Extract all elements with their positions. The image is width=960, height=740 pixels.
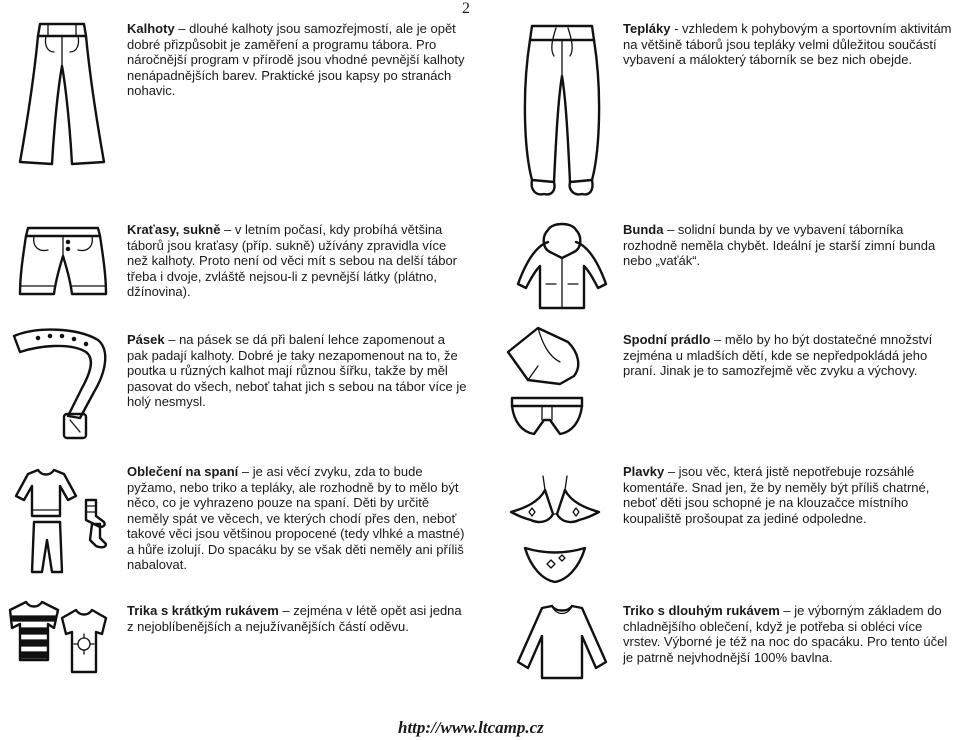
section-trika-kratka: Trika s krátkým rukávem – zejména v létě opět asi jedna z nejoblíbenějších a nejužívanějších částí oděvu. (127, 603, 462, 634)
section-pasek: Pásek – na pásek se dá při balení lehce zapomenout a pak padají kalhoty. Dobré je taky nezapomenout na to, že poutka u různých kalhot mají různou šířku, takže by měl pasovat do všech, neboť tahat jich s sebou na tábor více je holý nesmysl. (127, 332, 467, 409)
section-plavky: Plavky – jsou věc, která jistě nepotřebuje rozsáhlé komentáře. Snad jen, že by neměly být příliš chatrné, neboť děti jsou schopné je na klouzačce místního koupaliště prošoupat za jediné odpoledne. (623, 464, 930, 526)
underwear-icon (498, 322, 608, 442)
section-pasek-title: Pásek (127, 332, 165, 347)
section-kratasy-body: v letním počasí, kdy probíhá většina táborů jsou kraťasy (příp. sukně) užívány zpravidla více než kalhoty. Proto není od věci mít s sebou na delší tábor třeba i dvoje, zvláště nejsou-li z pevnější látky (plátno, džínovina). (127, 222, 458, 299)
long-sleeve-shirt-icon (512, 602, 612, 682)
footer-url[interactable]: http://www.ltcamp.cz (398, 718, 544, 737)
section-plavky-title: Plavky (623, 464, 665, 479)
bikini-icon (505, 468, 605, 588)
section-kalhoty: Kalhoty – dlouhé kalhoty jsou samozřejmostí, ale je opět dobré přizpůsobit je zaměření a programu tábora. Pro náročnější program v přírodě jsou vhodné pevnější kalhoty nenápadnějších barev. Praktické jsou kapsy po stranách nohavic. (127, 21, 465, 98)
section-kalhoty-title: Kalhoty (127, 21, 175, 36)
section-teplaky: Tepláky - vzhledem k pohybovým a sportovním aktivitám na většině táborů jsou tepláky velmi důležitou součástí vybavení a málokterý táborník se bez nich obejde. (623, 21, 952, 67)
section-spani-title: Oblečení na spaní (127, 464, 239, 479)
sweatpants-icon (512, 20, 612, 200)
section-triko-dlouhe: Triko s dlouhým rukávem – je výborným základem do chladnějšího oblečení, když je potřeba si obléci více vrstev. Výborné je též na noc do spacáku. Pro tento účel je patrně nejvhodnější 100% bavlna. (623, 603, 948, 665)
pajamas-icon (10, 468, 110, 578)
section-bunda: Bunda – solidní bunda by ve vybavení táborníka rozhodně neměla chybět. Ideální je starší zimní bunda nebo „vaťák“. (623, 222, 936, 268)
section-spodni: Spodní prádlo – mělo by ho být dostatečné množství zejména u mladších dětí, kde se nepředpokládá jeho praní. Jinak je to samozřejmě věc zvyku a výchovy. (623, 332, 933, 378)
section-bunda-title: Bunda (623, 222, 664, 237)
section-trika-kratka-body: zejména v létě opět asi jedna z nejoblíbenějších a nejužívanějších částí oděvu. (127, 603, 462, 634)
section-teplaky-body: vzhledem k pohybovým a sportovním aktivitám na většině táborů jsou tepláky velmi důležitou součástí vybavení a málokterý táborník se bez nich obejde. (623, 21, 952, 67)
section-spodni-title: Spodní prádlo (623, 332, 711, 347)
shorts-icon (18, 222, 108, 302)
hoodie-icon (512, 222, 612, 312)
section-plavky-body: jsou věc, která jistě nepotřebuje rozsáhlé komentáře. Snad jen, že by neměly být příliš chatrné, neboť děti jsou schopné je na klouzačce místního koupaliště prošoupat za jediné odpoledne. (623, 464, 930, 526)
section-triko-dlouhe-body: je výborným základem do chladnějšího oblečení, když je potřeba si obléci více vrstev. Výborné je též na noc do spacáku. Pro tento účel je patrně nejvhodnější 100% bavlna. (623, 603, 948, 665)
section-spani: Oblečení na spaní – je asi věcí zvyku, zda to bude pyžamo, nebo triko a tepláky, ale rozhodně by to mělo být něco, co je vyhrazeno pouze na spaní. Děti by určitě neměly spát ve věcech, ve kterých chodí přes den, neboť takové věci jsou většinou propocené (tedy vlhké a mastné) a hůře izolují. Do spacáku by se však děti neměly ani příliš nabalovat. (127, 464, 465, 572)
section-bunda-body: solidní bunda by ve vybavení táborníka rozhodně neměla chybět. Ideální je starší zimní bunda nebo „vaťák“. (623, 222, 936, 268)
section-spani-body: je asi věcí zvyku, zda to bude pyžamo, nebo triko a tepláky, ale rozhodně by to mělo být něco, co je vyhrazeno pouze na spaní. Děti by určitě neměly spát ve věcech, ve kterých chodí přes den, neboť takové věci jsou většinou propocené (tedy vlhké a mastné) a hůře izolují. Do spacáku by se však děti neměly ani příliš nabalovat. (127, 464, 465, 572)
page-number: 2 (462, 0, 470, 17)
section-spodni-body: mělo by ho být dostatečné množství zejména u mladších dětí, kde se nepředpokládá jeho praní. Jinak je to samozřejmě věc zvyku a výchovy. (623, 332, 933, 378)
section-trika-kratka-title: Trika s krátkým rukávem (127, 603, 279, 618)
section-kratasy: Kraťasy, sukně – v letním počasí, kdy probíhá většina táborů jsou kraťasy (příp. sukně) užívány zpravidla více než kalhoty. Proto není od věci mít s sebou na delší tábor třeba i dvoje, zvláště nejsou-li z pevnější látky (plátno, džínovina). (127, 222, 458, 299)
belt-icon (8, 322, 113, 442)
striped-tshirts-icon (2, 598, 114, 678)
section-kratasy-title: Kraťasy, sukně (127, 222, 221, 237)
section-kalhoty-body: dlouhé kalhoty jsou samozřejmostí, ale je opět dobré přizpůsobit je zaměření a programu tábora. Pro náročnější program v přírodě jsou vhodné pevnější kalhoty nenápadnějších barev. Praktické jsou kapsy po stranách nohavic. (127, 21, 465, 98)
section-pasek-body: na pásek se dá při balení lehce zapomenout a pak padají kalhoty. Dobré je taky nezapomenout na to, že poutka u různých kalhot mají různou šířku, takže by měl pasovat do všech, neboť tahat jich s sebou na tábor více je holý nesmysl. (127, 332, 467, 409)
trousers-icon (18, 18, 108, 168)
section-triko-dlouhe-title: Triko s dlouhým rukávem (623, 603, 780, 618)
section-teplaky-title: Tepláky (623, 21, 671, 36)
